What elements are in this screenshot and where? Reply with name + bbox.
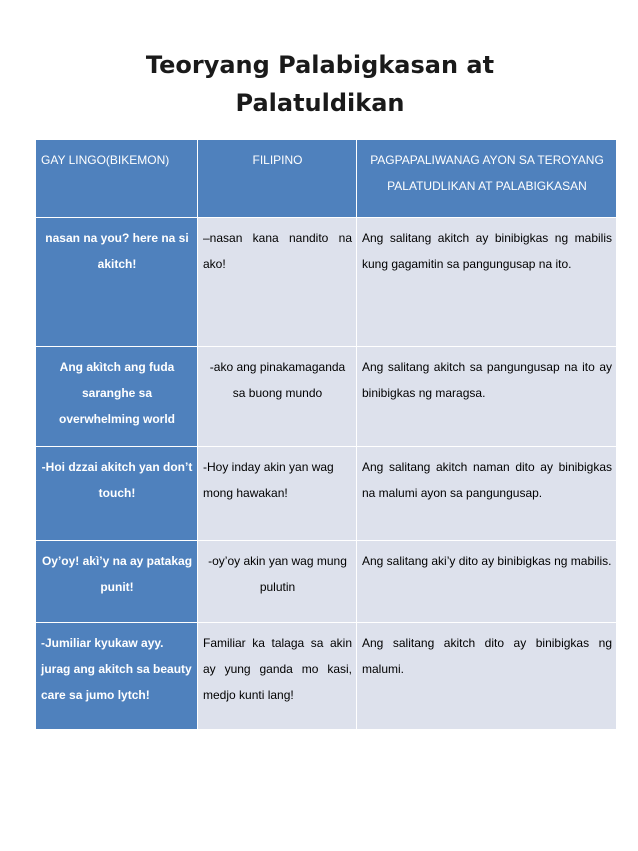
comparison-table [35, 139, 617, 730]
table-row [36, 623, 617, 730]
cell-paliwanag: Ang salitang akitch dito ay binibigkas ng malumi. [357, 623, 617, 730]
table-row [36, 347, 617, 447]
cell-paliwanag: Ang salitang aki’y dito ay binibigkas ng mabilis. [357, 541, 617, 623]
cell-filipino: -oy’oy akin yan wag mung pulutin [198, 541, 357, 623]
cell-filipino: -Hoy inday akin yan wag mong hawakan! [198, 447, 357, 541]
cell-paliwanag: Ang salitang akitch sa pangungusap na ito ay binibigkas ng maragsa. [357, 347, 617, 447]
table-header-row [36, 140, 617, 218]
cell-gay-lingo: Oy’oy! akì’y na ay patakag punit! [36, 541, 198, 623]
header-paliwanag: PAGPAPALIWANAG AYON SA TEROYANG PALATUDLIKAN AT PALABIGKASAN [357, 140, 617, 218]
cell-gay-lingo: nasan na you? here na si akitch! [36, 218, 198, 347]
page-title: Teoryang Palabigkasan at Palatuldikan [145, 51, 495, 117]
cell-filipino: -ako ang pinakamaganda sa buong mundo [198, 347, 357, 447]
cell-paliwanag: Ang salitang akitch naman dito ay binibigkas na malumi ayon sa pangungusap. [357, 447, 617, 541]
cell-gay-lingo: -Hoi dzzai akitch yan don’t touch! [36, 447, 198, 541]
cell-filipino: –nasan kana nandito na ako! [198, 218, 357, 347]
cell-gay-lingo: -Jumiliar kyukaw ayy. jurag ang akitch sa beauty care sa jumo lytch! [36, 623, 198, 730]
header-filipino: FILIPINO [198, 140, 357, 218]
cell-paliwanag: Ang salitang akitch ay binibigkas ng mabilis kung gagamitin sa pangungusap na ito. [357, 218, 617, 347]
header-gay-lingo: GAY LINGO(BIKEMON) [36, 140, 198, 218]
table-row [36, 218, 617, 347]
cell-gay-lingo: Ang akìtch ang fuda saranghe sa overwhelming world [36, 347, 198, 447]
table-row [36, 447, 617, 541]
table-row [36, 541, 617, 623]
cell-filipino: Familiar ka talaga sa akin ay yung ganda mo kasi, medjo kunti lang! [198, 623, 357, 730]
